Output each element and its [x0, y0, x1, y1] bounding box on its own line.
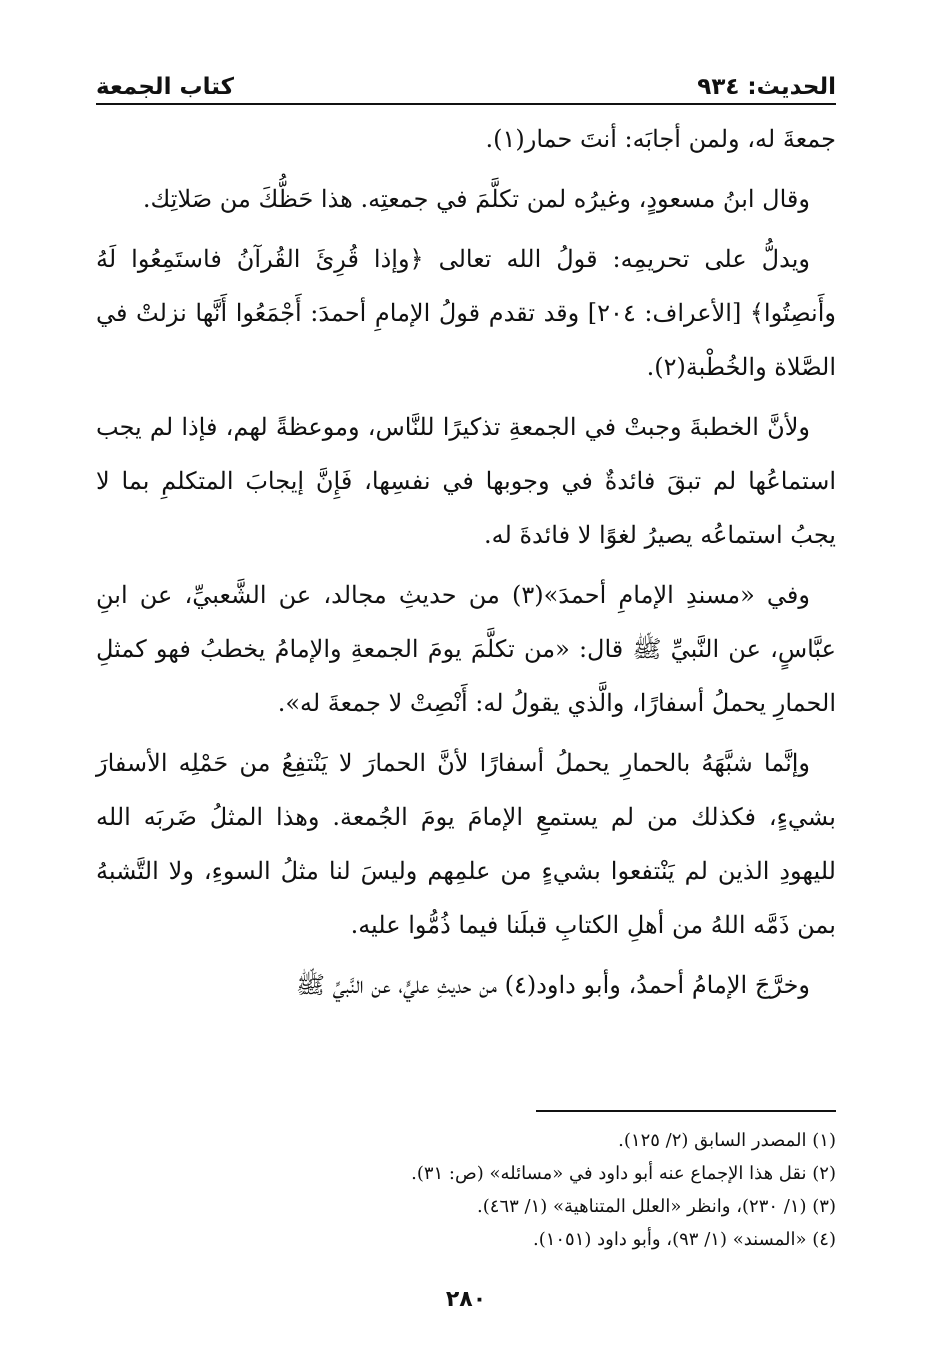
footnote: (١) المصدر السابق (٢/ ١٢٥). — [618, 1130, 836, 1151]
paragraph: وفي «مسندِ الإمامِ أحمدَ»(٣) من حديثِ مجالد، عن الشَّعبيِّ، عن ابنِ عبَّاسٍ، عن النَّبيِّ ﷺ قال: «من تكلَّمَ يومَ الجمعةِ والإمامُ يخطبُ فهو كمثلِ الحمارِ يحملُ أسفارًا، والَّذي يقولُ له: أَنْصِتْ لا جمعةَ له». — [96, 581, 836, 717]
page-header — [96, 56, 836, 100]
book-title: كتاب الجمعة — [96, 74, 234, 100]
footnote-divider — [536, 1110, 836, 1112]
footnote: (٣) (١/ ٢٣٠)، وانظر «العلل المتناهية» (١/ ٤٦٣). — [477, 1196, 836, 1217]
paragraph: جمعةَ له، ولمن أجابَه: أنتَ حمار(١). — [485, 125, 836, 153]
paragraph: وقال ابنُ مسعودٍ، وغيرُه لمن تكلَّمَ في جمعتِه. هذا حَظُّكَ من صَلاتِك. — [142, 185, 810, 213]
paragraph: وإنَّما شبَّهَهُ بالحمارِ يحملُ أسفارًا لأنَّ الحمارَ لا يَنْتفِعُ من حَمْلِه الأسفارَ بشيءٍ، فكذلك من لم يستمعِ الإمامَ يومَ الجُمعة. وهذا المثلُ ضَربَه الله لليهودِ الذين لم يَنْتفعوا بشيءٍ من علمِهم وليسَ لنا مثلُ السوءِ، ولا التَّشبهُ بمن ذَمَّه اللهُ من أهلِ الكتابِ قبلَنا فيما ذُمُّوا عليه. — [96, 749, 836, 939]
footnote: (٢) نقل هذا الإجماع عنه أبو داود في «مسائله» (ص: ٣١). — [411, 1163, 836, 1184]
header-divider — [96, 103, 836, 105]
paragraph: ولأنَّ الخطبةَ وجبتْ في الجمعةِ تذكيرًا للنَّاس، وموعظةً لهم، فإذا لم يجب استماعُها لم تبقَ فائدةٌ في وجوبها في نفسِها، فَإِنَّ إيجابَ المتكلمِ بما لا يجبُ استماعُه يصيرُ لغوًا لا فائدةَ له. — [96, 413, 836, 549]
paragraph: ويدلُّ على تحريمِه: قولُ الله تعالى ﴿وإذا قُرِئَ القُرآنُ فاستَمِعُوا لَهُ وأَنصِتُوا﴾ [الأعراف: ٢٠٤] وقد تقدم قولُ الإمامِ أحمدَ: أَجْمَعُوا أَنَّها نزلتْ في الصَّلاة والخُطْبة(٢). — [96, 245, 836, 381]
paragraph: وخرَّجَ الإمامُ أحمدُ، وأبو داود(٤) من حديثِ عليٍّ، عن النَّبيِّ ﷺ — [296, 971, 810, 999]
main-text — [96, 112, 836, 1018]
page-number: ٢٨٠ — [445, 1287, 487, 1312]
hadith-number: الحديث: ٩٣٤ — [697, 74, 836, 100]
footnote: (٤) «المسند» (١/ ٩٣)، وأبو داود (١٠٥١). — [532, 1229, 836, 1250]
footnotes — [96, 1124, 836, 1256]
